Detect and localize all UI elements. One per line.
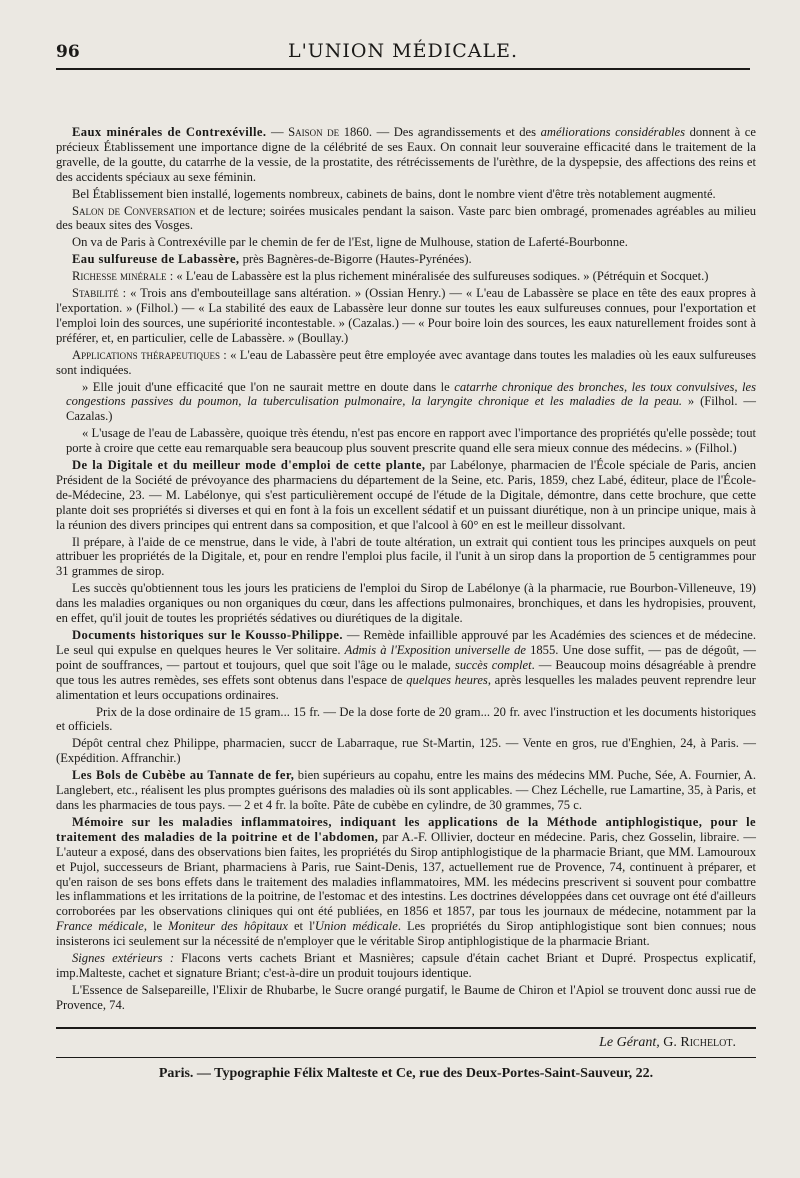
contrexeville-title: Eaux minérales de Contrexéville. bbox=[72, 125, 267, 139]
page-header bbox=[56, 38, 750, 70]
kousso-text-3: . — Beaucoup moins désagréable à prendre que tous les autres remèdes, ses effets sont obtenus dans l'espace de bbox=[56, 657, 756, 687]
contrexeville-establishment: Bel Établissement bien installé, logements nombreux, cabinets de bains, dont le nombre vient d'être très notablement augmenté. bbox=[72, 186, 716, 201]
page-number: 96 bbox=[56, 42, 80, 62]
memoire-last: L'Essence de Salsepareille, l'Elixir de Rhubarbe, le Sucre orangé purgatif, le Baume de Chiron et l'Apiol se trouvent donc aussi rue de Provence, 74. bbox=[56, 982, 756, 1012]
digitale-title: De la Digitale et du meilleur mode d'emploi de cette plante, bbox=[72, 458, 426, 473]
contrexeville-salon bbox=[56, 204, 756, 234]
contrexeville-paragraph bbox=[56, 125, 756, 185]
advertisement-column bbox=[56, 125, 756, 1013]
kousso-depot: Dépôt central chez Philippe, pharmacien, succr de Labarraque, rue St-Martin, 125. — Vente en gros, rue d'Enghien, 24, à Paris. — (Expédition. Affranchir.) bbox=[56, 736, 756, 766]
labassere-quote-1 bbox=[56, 380, 756, 425]
contrexeville-text: Des agrandissements et des bbox=[389, 125, 541, 139]
memoire-signes bbox=[56, 951, 756, 981]
quote1-text: » Elle jouit d'une efficacité que l'on ne saurait mettre en doute dans le bbox=[82, 379, 455, 394]
digitale-text: par Labélonye, pharmacien de l'École spéciale de Paris, ancien Président de la Société de prévoyance des pharmaciens du département de la Seine, etc. Paris, 1859, chez Labé, éditeur, place de l'École-de-Médecine, 23. — M. Labélonye, qui s'est particulièrement occupé de l'étude de la Digitale, démontre, dans cette brochure, que cette plante doit ses propriétés si diverses et qui en font à la fois un excellent sédatif et un puissant diurétique, non à un principe unique, mais à la réunion des divers principes qui entrent dans sa composition, et que l'alcool à 60° en est le meilleur dissolvant. bbox=[56, 458, 756, 532]
richesse-label: Richesse minérale : bbox=[72, 269, 174, 284]
contrexeville-season: — Saison de 1860. — bbox=[270, 125, 390, 139]
kousso-price: Prix de la dose ordinaire de 15 gram... 15 fr. — De la dose forte de 20 gram... 20 fr. avec l'instruction et les documents historiques et officiels. bbox=[56, 704, 756, 734]
signes-text: Flacons verts cachets Briant et Masnières; capsule d'étain cachet Briant et Dupré. Prospectus explicatif, imp.Malteste, cachet et signature Briant; c'est-à-dire un produit toujours identique. bbox=[56, 951, 757, 980]
labassere-quote-2: « L'usage de l'eau de Labassère, quoique très étendu, n'est pas encore en rapport avec l'importance des propriétés qu'elle possède; tout porte à croire que cette eau remarquable sera beaucoup plus souvent prescrite quand elle sera mieux connue des médecins. » (Filhol.) bbox=[66, 426, 756, 456]
kousso-italic-2: succès complet bbox=[454, 657, 532, 672]
memoire-italic-3: Union médicale bbox=[314, 919, 398, 934]
memoire-paragraph bbox=[56, 815, 756, 949]
signature-label: Le Gérant, bbox=[599, 1034, 660, 1050]
cubebe-title: Les Bols de Cubèbe au Tannate de fer, bbox=[72, 768, 295, 783]
stabilite-text: « Trois ans d'embouteillage sans altération. » (Ossian Henry.) — « L'eau de Labassère se place en tête des eaux propres à l'exportation. » (Filhol.) — « La stabilité des eaux de Labassère leur donne sur toutes les eaux sulfureuses connues, pour l'exportation et l'emploi loin des sources, une supériorité incontestable. » (Cazalas.) — « Pour boire loin des sources, les eaux naturellement froides sont à préférer, et, en particulier, celle de Labassère. » (Boullay.) bbox=[56, 286, 756, 345]
digitale-preparation: Il prépare, à l'aide de ce menstrue, dans le vide, à l'abri de toute altération, un extrait qui contient tous les principes auxquels on peut attribuer les propriétés de la Digitale, et, pour en rendre l'emploi plus facile, il l'unit à un sirop dans la proportion de 5 centigrammes pour 31 grammes de sirop. bbox=[56, 534, 756, 579]
digitale-paragraph bbox=[56, 458, 756, 533]
journal-title: L'UNION MÉDICALE. bbox=[287, 40, 519, 62]
contrexeville-text-2: donnent à ce précieux Établissement une importance digne de la célébrité de ses Eaux. On connait leur souveraine efficacité dans le traitement de la gravelle, de la goutte, du catarrhe de la vessie, de la prostatite, des rétrécissements de l'urèthre, de la dyspepsie, des affections des reins et des accidents spéciaux au sexe féminin. bbox=[56, 125, 756, 184]
digitale-success: Les succès qu'obtiennent tous les jours les praticiens de l'emploi du Sirop de Labélonye (à la pharmacie, rue Bourbon-Villeneuve, 19) dans les maladies organiques ou non organiques du cœur, dans les affections pulmonaires, bronchiques, et dans les hydropisies, prouvent, en effet, qu'il jouit de toutes les propriétés sédatives ou diurétiques de la digitale. bbox=[56, 581, 756, 626]
kousso-title: Documents historiques sur le Kousso-Philippe. bbox=[72, 628, 343, 642]
kousso-italic-3: quelques heures bbox=[406, 672, 488, 687]
kousso-italic: Admis à l'Exposition universelle de bbox=[344, 642, 526, 657]
contrexeville-italic: améliorations considérables bbox=[540, 125, 686, 139]
salon-text: et de lecture; soirées musicales pendant la saison. Vaste parc bien ombragé, promenades agréables au milieu des beaux sites des Vosges. bbox=[56, 203, 756, 233]
cubebe-text: bien supérieurs au copahu, entre les mains des médecins MM. Puche, Sée, A. Fournier, A. Langlebert, etc., réalisent les plus promptes guérisons des maladies où ils sont applicables. — Chez Léchelle, rue Lamartine, 35, à Paris, et dans les pharmacies de tous pays. — 2 et 4 fr. la boîte. Pâte de cubèbe en cylindre, de 30 grammes, 75 c. bbox=[56, 768, 756, 812]
contrexeville-travel: On va de Paris à Contrexéville par le chemin de fer de l'Est, ligne de Mulhouse, station de Laferté-Bourbonne. bbox=[72, 235, 628, 250]
labassere-heading bbox=[56, 252, 756, 267]
memoire-text: par A.-F. Ollivier, docteur en médecine. Paris, chez Gosselin, libraire. — L'auteur a exposé, dans des observations bien faites, les propriétés du Sirop antiphlogistique de la pharmacie Briant, que MM. Lamouroux et Pujol, successeurs de Briant, pharmaciens à Paris, rue Saint-Denis, 137, actuellement rue de Provence, 74, continuent à préparer, et qu'en raison de ses bons effets dans le traitement des maladies inflammatoires, MM. les médecins prescrivent si souvent pour combattre les inflammations et les irritations de la poitrine, de l'estomac et des intestins. Les doctrines développées dans cet ouvrage ont été d'ailleurs corroborées par les observations cliniques qui ont été publiées, en 1856 et 1857, par tous les journaux de médecine, notamment par la bbox=[56, 829, 756, 919]
memoire-text-2: , le bbox=[143, 919, 169, 934]
labassere-title: Eau sulfureuse de Labassère, bbox=[72, 252, 240, 267]
cubebe-paragraph bbox=[56, 768, 756, 813]
signature-rule bbox=[56, 1027, 756, 1029]
signature-name: G. Richelot. bbox=[663, 1034, 736, 1050]
labassere-richesse bbox=[56, 269, 756, 284]
footer-rule bbox=[56, 1057, 756, 1058]
memoire-italic-2: Moniteur des hôpitaux bbox=[168, 919, 288, 934]
memoire-text-3: et l' bbox=[287, 919, 315, 934]
kousso-text-2: 1855. Une dose suffit, — pas de dégoût, — point de souffrances, — partout et toujours, quel que soit l'âge ou le malade, bbox=[56, 642, 756, 672]
labassere-stabilite bbox=[56, 286, 756, 346]
quote1-end: » (Filhol. — Cazalas.) bbox=[66, 394, 756, 424]
applications-text: « L'eau de Labassère peut être employée avec avantage dans toutes les maladies où les eaux sulfureuses sont indiquées. bbox=[56, 347, 756, 377]
applications-label: Applications thérapeutiques : bbox=[72, 347, 227, 362]
kousso-text: — Remède infaillible approuvé par les Académies des sciences et de médecine. Le seul qui expulse en quelques heures le Ver solitaire. bbox=[56, 628, 756, 657]
memoire-italic: France médicale bbox=[56, 919, 144, 934]
stabilite-label: Stabilité : bbox=[72, 286, 127, 301]
kousso-paragraph bbox=[56, 628, 756, 703]
signature bbox=[56, 1035, 736, 1051]
quote1-italic: catarrhe chronique des bronches, les toux convulsives, les congestions passives du poumon, la tuberculisation pulmonaire, la laryngite chronique et les maladies de la peau. bbox=[66, 379, 756, 409]
labassere-intro: près Bagnères-de-Bigorre (Hautes-Pyrénées). bbox=[239, 252, 472, 267]
memoire-title: Mémoire sur les maladies inflammatoires, indiquant les applications de la Méthode antiphlogistique, pour le traitement des maladies de la poitrine et de l'abdomen, bbox=[56, 814, 756, 844]
memoire-text-4: . Les propriétés du Sirop antiphlogistique sont bien connues; nous insisterons ici seulement sur la nécessité de n'employer que le véritable Sirop antiphlogistique de la pharmacie Briant. bbox=[56, 919, 756, 949]
labassere-applications bbox=[56, 348, 756, 378]
printer-imprint: Paris. — Typographie Félix Malteste et Ce, rue des Deux-Portes-Saint-Sauveur, 22. bbox=[158, 1065, 654, 1081]
kousso-text-4: , après lesquelles les malades peuvent reprendre leur alimentation et leurs occupations ordinaires. bbox=[56, 672, 756, 702]
salon-label: Salon de Conversation bbox=[72, 203, 196, 218]
richesse-text: « L'eau de Labassère est la plus richement minéralisée des sulfureuses sodiques. » (Pétréquin et Socquet.) bbox=[173, 269, 709, 284]
signes-label: Signes extérieurs : bbox=[72, 951, 175, 966]
